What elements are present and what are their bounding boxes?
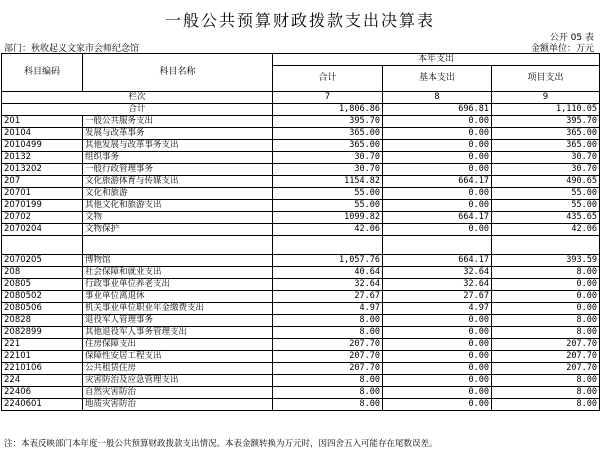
expenditure-table [1,53,600,411]
sum-label: 合计 [2,104,273,116]
cell-total: 55.00 [273,188,383,200]
cell-project: 8.00 [492,267,600,279]
col-index-8: 8 [383,92,492,104]
table-row [2,279,600,291]
cell-name: 文化旅游体育与传媒支出 [83,176,273,188]
cell-name: 文化和旅游 [83,188,273,200]
cell-basic: 0.00 [383,363,492,375]
cell-project: 395.70 [492,116,600,128]
cell-basic: 0.00 [383,164,492,176]
cell-code: 224 [2,375,83,387]
cell-total: 8.00 [273,399,383,411]
cell-basic: 0.00 [383,140,492,152]
cell-total: 1,057.76 [273,255,383,267]
cell-code: 2240601 [2,399,83,411]
cell-total: 30.70 [273,152,383,164]
cell-total: 42.06 [273,224,383,236]
cell-code: 2070205 [2,255,83,267]
amount-unit-label: 金额单位：万元 [530,44,594,54]
cell-name: 一般行政管理事务 [83,164,273,176]
table-row [2,188,600,200]
table-row [2,267,600,279]
table-row [2,176,600,188]
cell-code: 208 [2,267,83,279]
row-no-label: 栏次 [2,92,273,104]
cell-code: 20701 [2,188,83,200]
cell-code: 22101 [2,351,83,363]
header-basic: 基本支出 [383,66,492,92]
cell-project: 207.70 [492,351,600,363]
cell-basic: 0.00 [383,128,492,140]
cell-name: 保障性安居工程支出 [83,351,273,363]
gap-cell [83,236,273,255]
cell-project: 30.70 [492,152,600,164]
gap-cell [273,236,383,255]
cell-project: 8.00 [492,399,600,411]
cell-name: 地质灾害防治 [83,399,273,411]
cell-code: 20702 [2,212,83,224]
cell-total: 8.00 [273,327,383,339]
cell-code: 20104 [2,128,83,140]
cell-code: 2010499 [2,140,83,152]
table-row [2,224,600,236]
cell-total: 30.70 [273,164,383,176]
table-row [2,152,600,164]
cell-basic: 0.00 [383,224,492,236]
table-row [2,291,600,303]
cell-code: 22406 [2,387,83,399]
sum-project: 1,110.05 [492,104,600,116]
page-title: 一般公共预算财政拨款支出决算表 [164,11,435,30]
cell-total: 207.70 [273,363,383,375]
cell-total: 207.70 [273,339,383,351]
table-row [2,255,600,267]
cell-basic: 27.67 [383,291,492,303]
cell-name: 行政事业单位养老支出 [83,279,273,291]
cell-project: 8.00 [492,387,600,399]
cell-total: 32.64 [273,279,383,291]
cell-total: 4.97 [273,303,383,315]
cell-code: 2070199 [2,200,83,212]
cell-basic: 664.17 [383,212,492,224]
cell-project: 8.00 [492,315,600,327]
cell-name: 其他退役军人事务管理支出 [83,327,273,339]
cell-basic: 32.64 [383,279,492,291]
cell-project: 393.59 [492,255,600,267]
cell-project: 0.00 [492,291,600,303]
cell-project: 207.70 [492,339,600,351]
cell-code: 221 [2,339,83,351]
sum-basic: 696.81 [383,104,492,116]
footnote: 注：本表反映部门本年度一般公共预算财政拨款支出情况。本表金额转换为万元时，因四舍五入可能存在尾数误差。 [4,439,438,449]
cell-basic: 0.00 [383,116,492,128]
cell-total: 8.00 [273,315,383,327]
cell-basic: 0.00 [383,399,492,411]
header-project: 项目支出 [492,66,600,92]
cell-basic: 0.00 [383,315,492,327]
expenditure-table-container [1,53,599,411]
table-row [2,200,600,212]
table-row [2,315,600,327]
cell-code: 2210106 [2,363,83,375]
cell-project: 490.65 [492,176,600,188]
cell-project: 42.06 [492,224,600,236]
cell-name: 机关事业单位职业年金缴费支出 [83,303,273,315]
cell-name: 组织事务 [83,152,273,164]
cell-name: 发展与改革事务 [83,128,273,140]
cell-basic: 0.00 [383,188,492,200]
table-row [2,387,600,399]
cell-code: 20805 [2,279,83,291]
cell-name: 博物馆 [83,255,273,267]
table-row [2,164,600,176]
cell-total: 365.00 [273,140,383,152]
cell-name: 社会保障和就业支出 [83,267,273,279]
cell-total: 1099.82 [273,212,383,224]
cell-total: 40.64 [273,267,383,279]
cell-project: 435.65 [492,212,600,224]
cell-project: 55.00 [492,188,600,200]
gap-cell [383,236,492,255]
cell-basic: 0.00 [383,327,492,339]
cell-project: 207.70 [492,363,600,375]
header-total: 合计 [273,66,383,92]
cell-code: 2070204 [2,224,83,236]
cell-code: 2082899 [2,327,83,339]
cell-project: 55.00 [492,200,600,212]
cell-project: 0.00 [492,303,600,315]
cell-code: 20828 [2,315,83,327]
cell-code: 201 [2,116,83,128]
table-row [2,375,600,387]
cell-name: 一般公共服务支出 [83,116,273,128]
cell-basic: 664.17 [383,176,492,188]
cell-total: 8.00 [273,387,383,399]
cell-name: 其他文化和旅游支出 [83,200,273,212]
cell-name: 住房保障支出 [83,339,273,351]
table-row [2,116,600,128]
cell-name: 退役军人管理事务 [83,315,273,327]
table-row [2,303,600,315]
table-row [2,363,600,375]
cell-project: 365.00 [492,128,600,140]
cell-name: 灾害防治及应急管理支出 [83,375,273,387]
cell-basic: 0.00 [383,339,492,351]
department-label: 部门：秋收起义文家市会师纪念馆 [4,44,140,54]
gap-cell [2,236,83,255]
cell-basic: 4.97 [383,303,492,315]
cell-basic: 0.00 [383,152,492,164]
table-row [2,339,600,351]
header-current-year: 本年支出 [273,54,600,66]
cell-basic: 664.17 [383,255,492,267]
cell-total: 395.70 [273,116,383,128]
cell-basic: 0.00 [383,375,492,387]
cell-total: 1154.82 [273,176,383,188]
cell-code: 2080506 [2,303,83,315]
cell-total: 8.00 [273,375,383,387]
cell-total: 27.67 [273,291,383,303]
table-row [2,212,600,224]
cell-project: 365.00 [492,140,600,152]
cell-code: 207 [2,176,83,188]
header-row-1 [2,54,600,66]
header-code: 科目编码 [2,54,83,92]
cell-project: 0.00 [492,279,600,291]
section-gap-row [2,236,600,255]
cell-code: 2013202 [2,164,83,176]
cell-basic: 0.00 [383,351,492,363]
cell-name: 公共租赁住房 [83,363,273,375]
table-row [2,327,600,339]
sum-total: 1,806.86 [273,104,383,116]
cell-total: 55.00 [273,200,383,212]
sum-row [2,104,600,116]
table-row [2,399,600,411]
column-index-row [2,92,600,104]
cell-project: 8.00 [492,327,600,339]
gap-cell [492,236,600,255]
cell-name: 其他发展与改革事务支出 [83,140,273,152]
cell-basic: 0.00 [383,387,492,399]
cell-total: 207.70 [273,351,383,363]
col-index-7: 7 [273,92,383,104]
header-name: 科目名称 [83,54,273,92]
cell-total: 365.00 [273,128,383,140]
table-row [2,140,600,152]
table-row [2,128,600,140]
cell-project: 8.00 [492,375,600,387]
cell-code: 2080502 [2,291,83,303]
cell-project: 30.70 [492,164,600,176]
cell-name: 文物保护 [83,224,273,236]
cell-name: 自然灾害防治 [83,387,273,399]
cell-name: 文物 [83,212,273,224]
cell-basic: 32.64 [383,267,492,279]
cell-code: 20132 [2,152,83,164]
table-row [2,351,600,363]
cell-basic: 0.00 [383,200,492,212]
cell-name: 事业单位离退休 [83,291,273,303]
col-index-9: 9 [492,92,600,104]
form-code: 公开 05 表 [549,33,594,43]
